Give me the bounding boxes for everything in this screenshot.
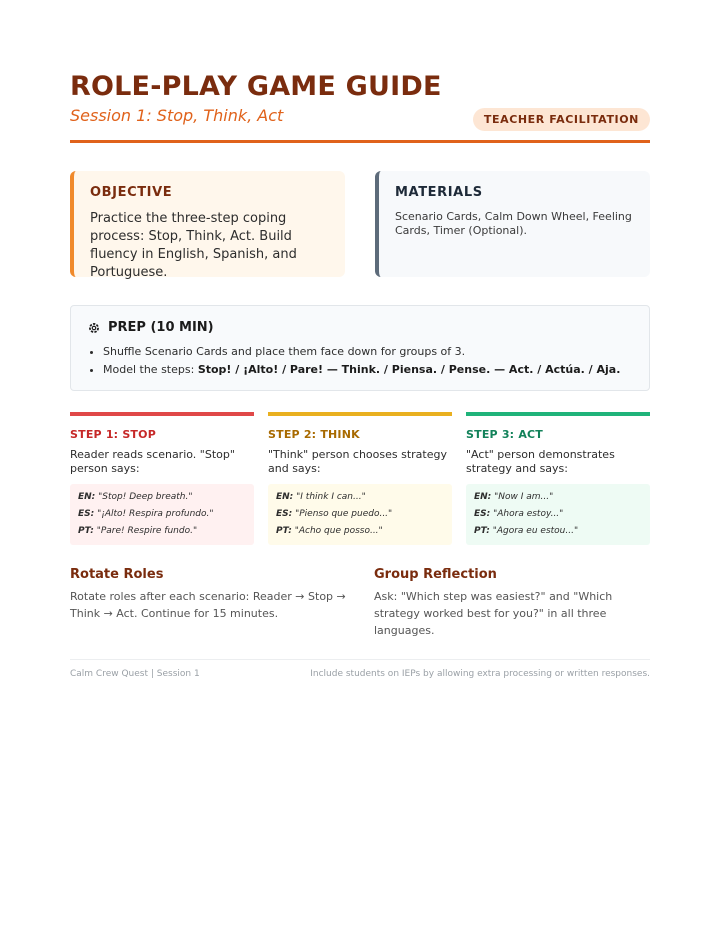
quote-lang: PT: (78, 526, 94, 536)
prep-list (87, 343, 633, 379)
rotate-roles-section (70, 567, 346, 639)
quote-text: "¡Alto! Respira profundo." (97, 509, 214, 519)
step-heading: STEP 2: THINK (268, 428, 360, 441)
group-reflection-text: Ask: "Which step was easiest?" and "Which strategy worked best for you?" in all three languages. (374, 590, 613, 637)
prep-item-text: Model the steps: (103, 363, 198, 376)
quote-text: "Agora eu estou..." (492, 526, 579, 536)
rotate-roles-heading: Rotate Roles (70, 567, 164, 582)
step-quotes (268, 484, 452, 545)
quote-line (276, 506, 444, 523)
quote-lang: ES: (474, 509, 491, 519)
step-heading: STEP 3: ACT (466, 428, 544, 441)
objective-heading: OBJECTIVE (90, 185, 173, 200)
group-reflection-section (374, 567, 650, 639)
quote-text: "Ahora estoy..." (493, 509, 564, 519)
step-think (268, 412, 452, 545)
quote-text: "Stop! Deep breath." (98, 492, 193, 502)
objective-text: Practice the three-step coping process: Stop, Think, Act. Build fluency in English, Spanish, and Portuguese. (90, 211, 297, 280)
materials-text: Scenario Cards, Calm Down Wheel, Feeling Cards, Timer (Optional). (395, 210, 632, 237)
quote-line (78, 489, 246, 506)
bottom-sections (70, 567, 650, 639)
quote-lang: EN: (276, 492, 294, 502)
quote-line (276, 523, 444, 540)
quote-line (474, 489, 642, 506)
quote-line (474, 523, 642, 540)
step-quotes (466, 484, 650, 545)
footer-divider (70, 659, 650, 660)
step-color-bar (70, 412, 254, 416)
rotate-roles-text: Rotate roles after each scenario: Reader → Stop → Think → Act. Continue for 15 minutes. (70, 590, 346, 620)
step-stop (70, 412, 254, 545)
quote-lang: PT: (474, 526, 490, 536)
step-description: "Act" person demonstrates strategy and says: (466, 448, 615, 475)
prep-steps-model: Stop! / ¡Alto! / Pare! — Think. / Piensa. / Pense. — Act. / Actúa. / Aja. (197, 363, 621, 376)
quote-line (78, 523, 246, 540)
quote-text: "Acho que posso..." (294, 526, 383, 536)
quote-lang: EN: (78, 492, 96, 502)
quote-lang: ES: (78, 509, 95, 519)
footer-right: Include students on IEPs by allowing extra processing or written responses. (310, 669, 650, 679)
prep-section (70, 305, 650, 391)
gear-icon (87, 321, 101, 335)
footer-left: Calm Crew Quest | Session 1 (70, 669, 200, 679)
quote-text: "Pare! Respire fundo." (96, 526, 198, 536)
header-divider (70, 140, 650, 143)
prep-header (87, 320, 633, 335)
info-cards (70, 171, 650, 280)
quote-line (78, 506, 246, 523)
materials-card (375, 171, 650, 277)
page-subtitle: Session 1: Stop, Think, Act (70, 106, 284, 125)
quote-text: "Now I am..." (494, 492, 554, 502)
quote-text: "I think I can..." (296, 492, 366, 502)
materials-heading: MATERIALS (395, 185, 483, 200)
quote-lang: PT: (276, 526, 292, 536)
step-color-bar (466, 412, 650, 416)
footer (70, 669, 650, 689)
step-description: Reader reads scenario. "Stop" person says: (70, 448, 235, 475)
page-title: ROLE-PLAY GAME GUIDE (70, 71, 442, 102)
step-heading: STEP 1: STOP (70, 428, 156, 441)
prep-item (103, 361, 633, 379)
step-description: "Think" person chooses strategy and says: (268, 448, 447, 475)
steps-row (70, 412, 650, 545)
quote-line (276, 489, 444, 506)
quote-lang: ES: (276, 509, 293, 519)
quote-line (474, 506, 642, 523)
prep-heading: PREP (10 MIN) (108, 320, 214, 335)
step-quotes (70, 484, 254, 545)
prep-item (103, 343, 633, 361)
prep-item-text: Shuffle Scenario Cards and place them face down for groups of 3. (103, 345, 466, 358)
subtitle-row (70, 104, 650, 138)
step-color-bar (268, 412, 452, 416)
teacher-facilitation-badge: TEACHER FACILITATION (473, 108, 650, 131)
quote-text: "Pienso que puedo..." (295, 509, 393, 519)
group-reflection-heading: Group Reflection (374, 567, 497, 582)
step-act (466, 412, 650, 545)
quote-lang: EN: (474, 492, 492, 502)
objective-card (70, 171, 345, 280)
